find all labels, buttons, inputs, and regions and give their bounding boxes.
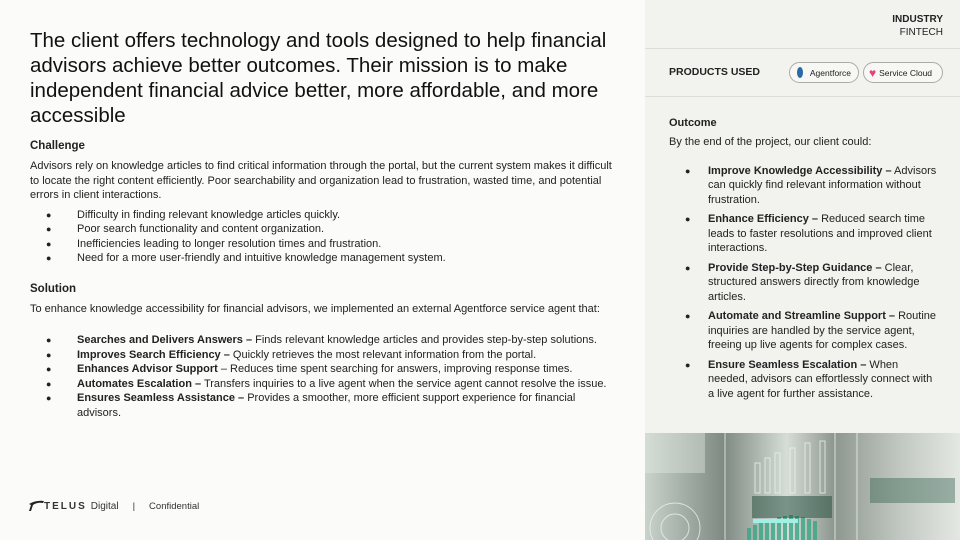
item-text: Advisors can quickly find relevant information without frustration. xyxy=(708,164,937,206)
product-name: Service Cloud xyxy=(879,67,933,78)
list-item xyxy=(669,309,939,353)
divider xyxy=(645,96,960,97)
separator: | xyxy=(132,500,136,512)
item-text: Reduced search time leads to faster resolutions and improved client interactions. xyxy=(708,213,932,254)
challenge-text: Advisors rely on knowledge articles to find critical information through the portal, but the current system makes it difficult to locate the right content efficiently. Poor searchability and organization lead to frustration, wasted time, and potential errors in client interactions. xyxy=(30,160,612,201)
list-item: ● Difficulty in finding relevant knowledge articles quickly. xyxy=(30,208,615,223)
solution-text: To enhance knowledge accessibility for financial advisors, we implemented an external Agentforce service agent that: xyxy=(30,302,600,315)
item-text: – Reduces time spent searching for answers, improving response times. xyxy=(217,363,573,375)
item-text: Provides a smoother, more efficient support experience for financial advisors. xyxy=(77,392,576,419)
solution-list xyxy=(30,333,615,420)
item-text: When needed, advisors can effortlessly connect with a live agent for further assistance. xyxy=(708,358,933,400)
item-title: Provide Step-by-Step Guidance – xyxy=(708,261,882,274)
sidebar-panel xyxy=(645,0,960,540)
list-item xyxy=(669,358,939,402)
outcome-section xyxy=(669,117,939,413)
list-item xyxy=(30,391,615,420)
item-text: Transfers inquiries to a live agent when the service agent cannot resolve the issue. xyxy=(201,377,607,390)
item-title: Ensures Seamless Assistance – xyxy=(77,392,245,404)
confidential-label: Confidential xyxy=(149,500,200,512)
item-title: Searches and Delivers Answers – xyxy=(77,334,253,346)
product-badge-service-cloud xyxy=(863,62,943,83)
product-badge-agentforce xyxy=(789,62,859,83)
industry-value: FINTECH xyxy=(899,27,943,38)
brand-name: TELUS xyxy=(44,500,87,512)
list-item: ● Inefficiencies leading to longer resolution times and frustration. xyxy=(30,237,615,252)
outcome-intro: By the end of the project, our client could: xyxy=(669,136,872,148)
product-name: Agentforce xyxy=(809,67,851,78)
item-text: Quickly retrieves the most relevant information from the portal. xyxy=(229,348,537,361)
item-title: Ensure Seamless Escalation – xyxy=(708,358,867,371)
list-item xyxy=(30,362,615,377)
page-title: The client offers technology and tools designed to help financial advisors achieve better outcomes. Their mission is to make independent financial advice better, more affordable, and more accessible xyxy=(30,29,607,127)
list-item: ● Poor search functionality and content organization. xyxy=(30,222,615,237)
brand-sub: Digital xyxy=(90,500,119,512)
heart-icon: ♥ xyxy=(869,65,877,80)
list-item xyxy=(30,377,615,392)
list-item xyxy=(30,348,615,363)
item-title: Enhances Advisor Support xyxy=(77,363,218,375)
list-item xyxy=(30,333,615,348)
list-item xyxy=(669,212,939,256)
telus-logo-icon xyxy=(28,500,44,512)
solution-heading: Solution xyxy=(30,282,76,295)
fintech-dashboard-image xyxy=(645,433,960,540)
item-title: Improve Knowledge Accessibility – xyxy=(708,164,892,177)
item-text: Clear, structured answers directly from knowledge articles. xyxy=(708,261,920,303)
outcome-list xyxy=(669,164,939,402)
list-item xyxy=(669,261,939,305)
item-text: Finds relevant knowledge articles and provides step-by-step solutions. xyxy=(252,334,597,346)
outcome-heading: Outcome xyxy=(669,117,717,129)
agentforce-icon xyxy=(797,67,803,78)
list-item xyxy=(669,164,939,208)
item-title: Enhance Efficiency – xyxy=(708,213,819,225)
products-label: PRODUCTS USED xyxy=(669,66,761,78)
case-study-content xyxy=(30,28,615,432)
item-title: Improves Search Efficiency – xyxy=(77,348,230,361)
item-text: Routine inquiries are handled by the service agent, freeing up live agents for complex cases. xyxy=(708,310,937,351)
item-title: Automates Escalation – xyxy=(77,377,202,390)
item-title: Automate and Streamline Support – xyxy=(708,310,896,322)
challenge-heading: Challenge xyxy=(30,140,85,152)
divider xyxy=(645,48,960,49)
footer xyxy=(28,500,199,512)
list-item: ● Need for a more user-friendly and intuitive knowledge management system. xyxy=(30,251,615,266)
industry-label: INDUSTRY xyxy=(892,14,943,25)
challenge-list xyxy=(30,208,615,266)
industry xyxy=(892,13,943,39)
